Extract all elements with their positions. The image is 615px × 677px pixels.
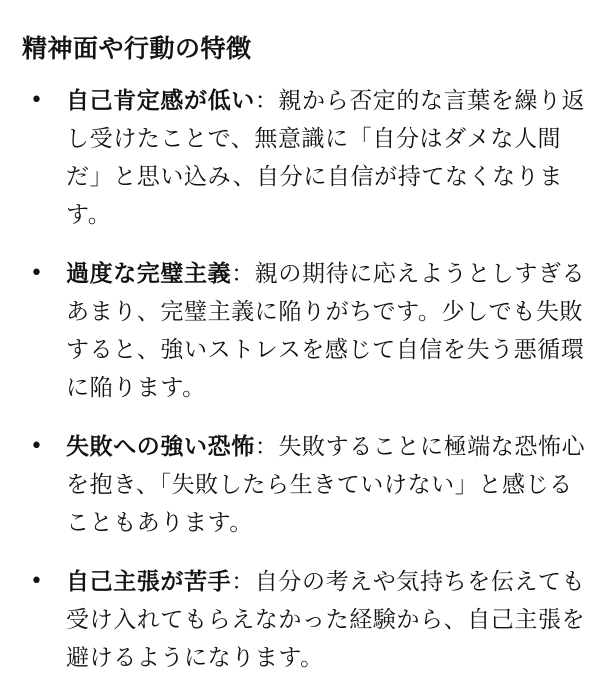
item-term: 自己肯定感が低い	[66, 88, 255, 114]
list-item	[20, 82, 595, 234]
list-item	[20, 255, 595, 407]
bullet-icon: •	[30, 88, 44, 113]
list-item	[20, 563, 595, 677]
item-term: 失敗への強い恐怖	[66, 434, 255, 460]
list-item	[20, 428, 595, 542]
bullet-icon: •	[30, 434, 44, 459]
item-text: ：失敗することに極端な恐怖心を抱き、「失敗したら生きていけない」と感じることもあります。	[66, 434, 586, 536]
feature-list	[20, 82, 595, 677]
item-term: 過度な完璧主義	[66, 261, 232, 287]
item-text: ：親の期待に応えようとしすぎるあまり、完璧主義に陥りがちです。少しでも失敗すると、強いストレスを感じて自信を失う悪循環に陥ります。	[66, 261, 586, 401]
bullet-icon: •	[30, 569, 44, 594]
item-text: ：親から否定的な言葉を繰り返し受けたことで、無意識に「自分はダメな人間だ」と思い込み、自分に自信が持てなくなります。	[66, 88, 586, 228]
section-heading: 精神面や行動の特徴	[22, 34, 252, 63]
bullet-icon: •	[30, 261, 44, 286]
item-text: ：自分の考えや気持ちを伝えても受け入れてもらえなかった経験から、自己主張を避けるようになります。	[66, 569, 586, 671]
item-term: 自己主張が苦手	[66, 569, 232, 595]
